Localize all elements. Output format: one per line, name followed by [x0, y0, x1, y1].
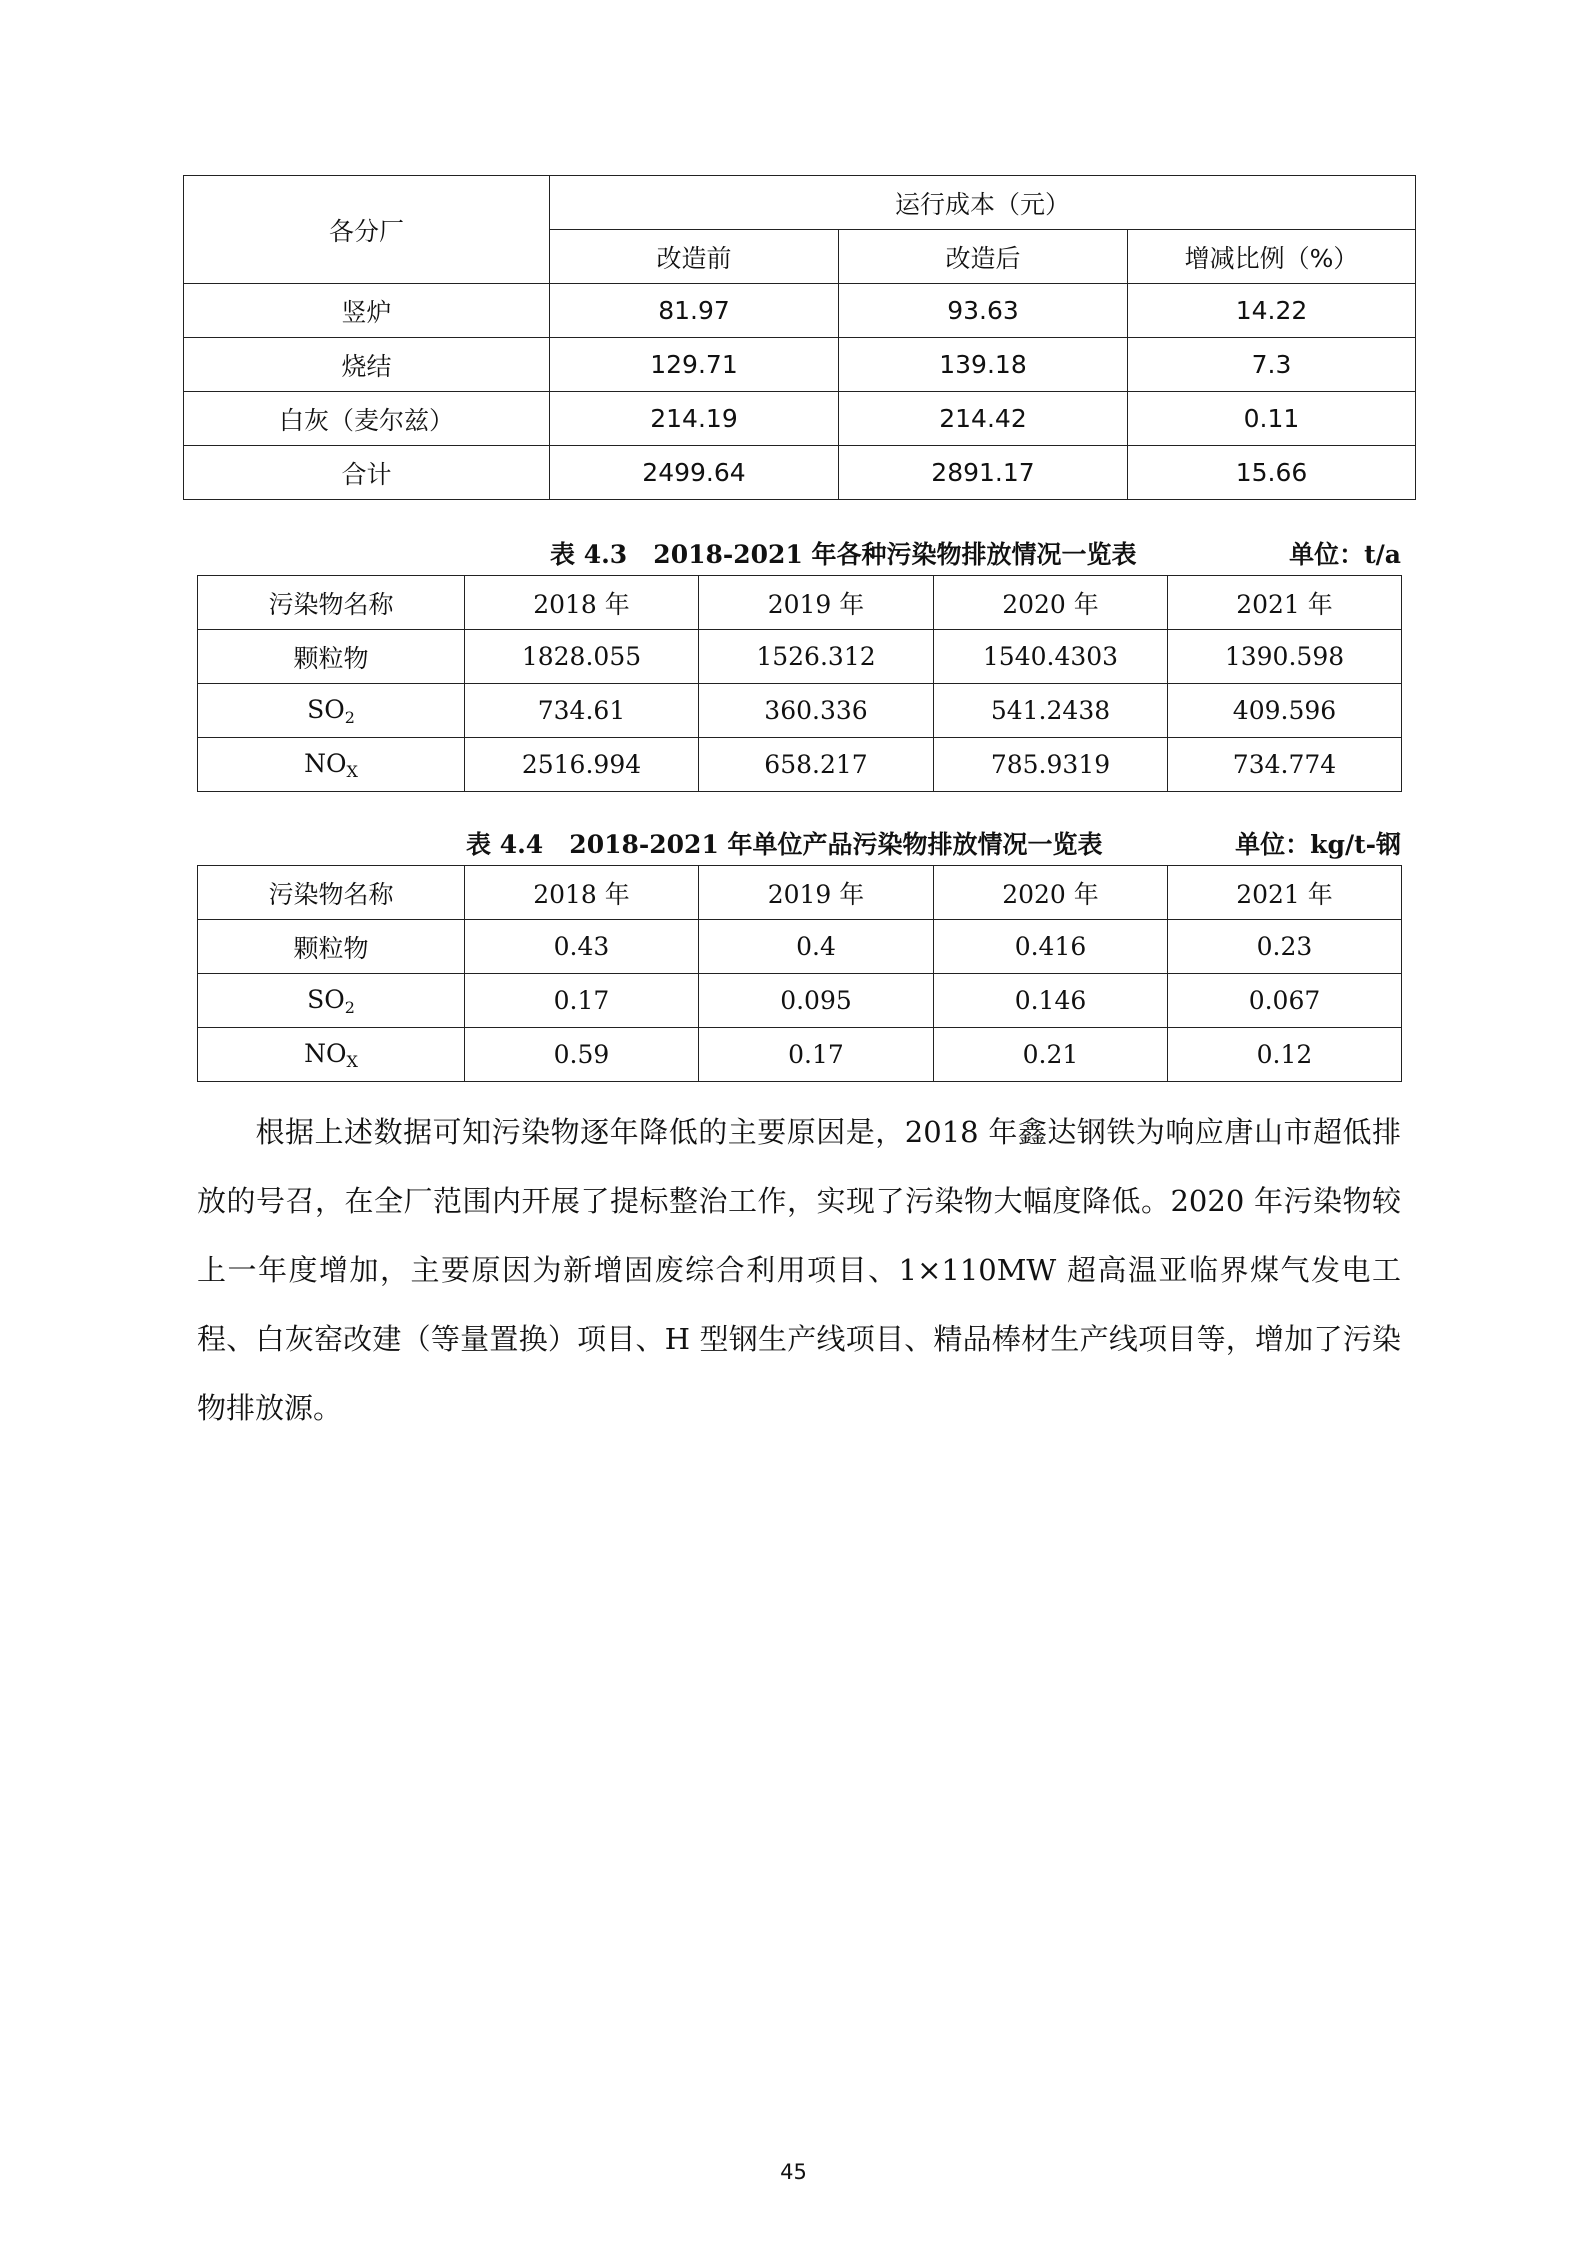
header-year: 2018 年 [465, 576, 699, 630]
cost-after-cell: 2891.17 [839, 446, 1128, 500]
value-cell: 658.217 [699, 738, 934, 792]
body-paragraph-text: 根据上述数据可知污染物逐年降低的主要原因是，2018 年鑫达钢铁为响应唐山市超低排放的号召，在全厂范围内开展了提标整治工作，实现了污染物大幅度降低。2020 年污染物较上一年度增加，主要原因为新增固废综合利用项目、1×110MW 超高温亚临界煤气发电工程、白灰窑改建（等量置换）项目、H 型钢生产线项目、精品棒材生产线项目等，增加了污染物排放源。 [197, 1115, 1401, 1425]
table-row [198, 684, 1402, 738]
body-paragraph [197, 1098, 1401, 1443]
table-4-4-caption: 表 4.4 2018-2021 年单位产品污染物排放情况一览表 [466, 830, 1103, 859]
table-row [184, 338, 1416, 392]
value-cell: 0.43 [465, 920, 699, 974]
table-4-3-unit: 单位：t/a [1289, 540, 1401, 569]
pollutant-name: 颗粒物 [293, 643, 369, 673]
header-operating-cost: 运行成本（元） [550, 176, 1416, 230]
pollutant-name: SO [307, 984, 345, 1014]
header-change: 增减比例（%） [1128, 230, 1416, 284]
pollutant-name-cell [198, 1028, 465, 1082]
value-cell: 734.774 [1168, 738, 1402, 792]
table-row [198, 974, 1402, 1028]
pollutant-name: SO [307, 694, 345, 724]
table-row [198, 738, 1402, 792]
header-year: 2021 年 [1168, 576, 1402, 630]
pollutant-name: NO [304, 1038, 347, 1068]
cost-after-cell: 214.42 [839, 392, 1128, 446]
cost-before-cell: 2499.64 [550, 446, 839, 500]
header-year: 2019 年 [699, 866, 934, 920]
table-4-3 [197, 575, 1402, 792]
pollutant-name-cell [198, 630, 465, 684]
value-cell: 0.21 [934, 1028, 1168, 1082]
pollutant-name-cell [198, 920, 465, 974]
value-cell: 1390.598 [1168, 630, 1402, 684]
value-cell: 0.17 [465, 974, 699, 1028]
table-row [198, 920, 1402, 974]
value-cell: 1828.055 [465, 630, 699, 684]
pollutant-name: NO [304, 748, 347, 778]
value-cell: 541.2438 [934, 684, 1168, 738]
cost-before-cell: 129.71 [550, 338, 839, 392]
cost-after-cell: 139.18 [839, 338, 1128, 392]
operating-cost-table [183, 175, 1416, 500]
header-year: 2020 年 [934, 576, 1168, 630]
table-row [184, 284, 1416, 338]
cost-after-cell: 93.63 [839, 284, 1128, 338]
value-cell: 0.416 [934, 920, 1168, 974]
header-year: 2019 年 [699, 576, 934, 630]
value-cell: 1540.4303 [934, 630, 1168, 684]
value-cell: 0.12 [1168, 1028, 1402, 1082]
header-year: 2021 年 [1168, 866, 1402, 920]
header-row [198, 576, 1402, 630]
table-4-4 [197, 865, 1402, 1082]
value-cell: 0.4 [699, 920, 934, 974]
value-cell: 0.23 [1168, 920, 1402, 974]
pollutant-name-cell [198, 738, 465, 792]
value-cell: 0.067 [1168, 974, 1402, 1028]
value-cell: 409.596 [1168, 684, 1402, 738]
value-cell: 1526.312 [699, 630, 934, 684]
pollutant-subscript: 2 [344, 997, 355, 1017]
pollutant-subscript: 2 [344, 707, 355, 727]
header-pollutant: 污染物名称 [198, 866, 465, 920]
value-cell: 0.095 [699, 974, 934, 1028]
cost-change-cell: 15.66 [1128, 446, 1416, 500]
value-cell: 0.17 [699, 1028, 934, 1082]
table-row [198, 1028, 1402, 1082]
cost-change-cell: 7.3 [1128, 338, 1416, 392]
value-cell: 0.146 [934, 974, 1168, 1028]
cost-before-cell: 214.19 [550, 392, 839, 446]
pollutant-name-cell [198, 684, 465, 738]
value-cell: 734.61 [465, 684, 699, 738]
pollutant-name: 颗粒物 [293, 933, 369, 963]
table-4-4-unit: 单位：kg/t-钢 [1235, 830, 1401, 859]
header-year: 2020 年 [934, 866, 1168, 920]
cost-change-cell: 0.11 [1128, 392, 1416, 446]
value-cell: 360.336 [699, 684, 934, 738]
header-row [198, 866, 1402, 920]
table-4-3-caption: 表 4.3 2018-2021 年各种污染物排放情况一览表 [550, 540, 1137, 569]
header-before: 改造前 [550, 230, 839, 284]
value-cell: 0.59 [465, 1028, 699, 1082]
header-year: 2018 年 [465, 866, 699, 920]
branch-name-cell: 合计 [184, 446, 550, 500]
cost-before-cell: 81.97 [550, 284, 839, 338]
pollutant-subscript: X [346, 761, 358, 781]
pollutant-name-cell [198, 974, 465, 1028]
header-branch: 各分厂 [184, 176, 550, 284]
branch-name-cell: 烧结 [184, 338, 550, 392]
table-row [184, 446, 1416, 500]
pollutant-subscript: X [346, 1051, 358, 1071]
table-row [184, 392, 1416, 446]
value-cell: 2516.994 [465, 738, 699, 792]
page-number: 45 [780, 2160, 807, 2184]
cost-change-cell: 14.22 [1128, 284, 1416, 338]
branch-name-cell: 白灰（麦尔兹） [184, 392, 550, 446]
branch-name-cell: 竖炉 [184, 284, 550, 338]
value-cell: 785.9319 [934, 738, 1168, 792]
header-pollutant: 污染物名称 [198, 576, 465, 630]
table-row [198, 630, 1402, 684]
header-after: 改造后 [839, 230, 1128, 284]
